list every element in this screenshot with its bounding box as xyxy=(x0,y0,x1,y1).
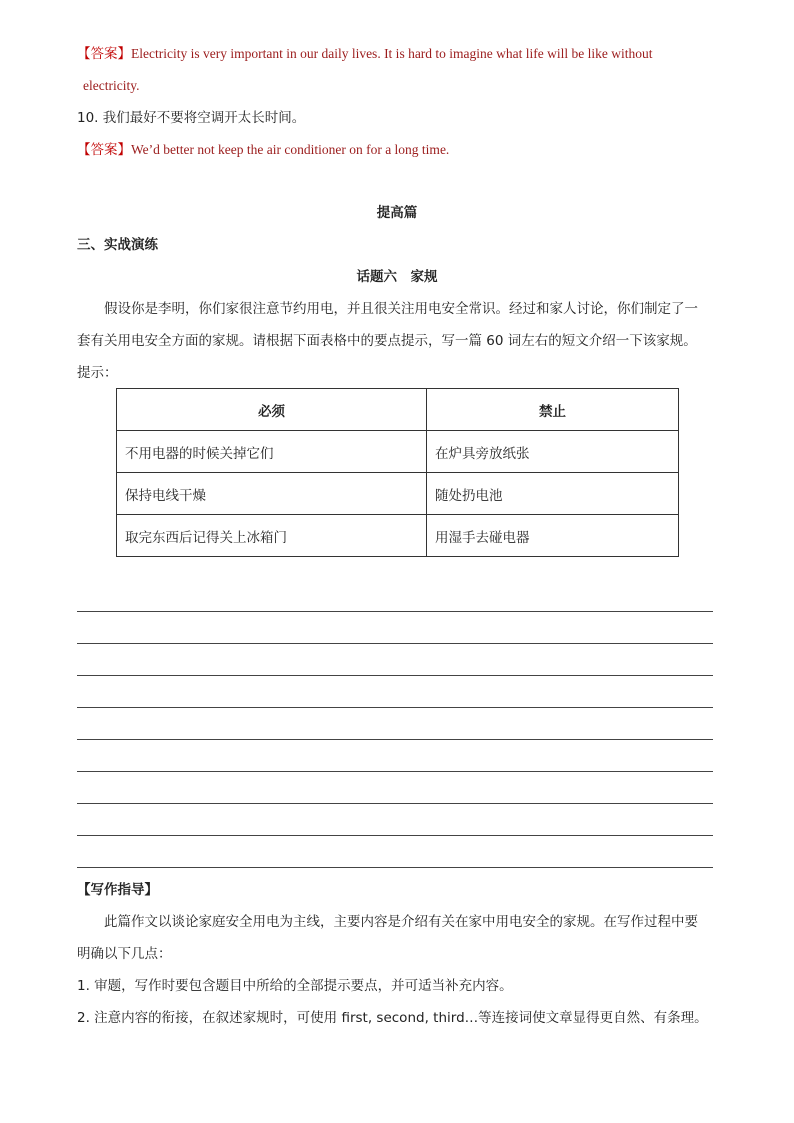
answer-tag: 【答案】 xyxy=(77,142,131,158)
writing-line[interactable] xyxy=(77,739,713,740)
table-row xyxy=(117,515,679,557)
table-cell: 保持电线干燥 xyxy=(117,473,427,515)
table-header-forbidden: 禁止 xyxy=(427,389,679,431)
q10-question: 10. 我们最好不要将空调开太长时间。 xyxy=(77,110,306,126)
table-row xyxy=(117,431,679,473)
table-header-row xyxy=(117,389,679,431)
table-row xyxy=(117,473,679,515)
prompt-line2: 套有关用电安全方面的家规。请根据下面表格中的要点提示，写一篇 60 词左右的短文介绍一下该家规。 xyxy=(77,333,697,349)
writing-line[interactable] xyxy=(77,643,713,644)
writing-line[interactable] xyxy=(77,867,713,868)
writing-line[interactable] xyxy=(77,675,713,676)
writing-line[interactable] xyxy=(77,803,713,804)
guide-point2: 2. 注意内容的衔接，在叙述家规时，可使用 first, second, third…等连接词使文章显得更自然、有条理。 xyxy=(77,1010,708,1026)
hint-label: 提示： xyxy=(77,365,118,381)
q9-answer-line1 xyxy=(77,44,717,64)
topic-title: 话题六 家规 xyxy=(356,269,438,285)
answer-text: Electricity is very important in our daily lives. It is hard to imagine what life will be like without xyxy=(131,46,653,61)
table-cell: 在炉具旁放纸张 xyxy=(427,431,679,473)
table-cell: 用湿手去碰电器 xyxy=(427,515,679,557)
writing-line[interactable] xyxy=(77,771,713,772)
table-cell: 取完东西后记得关上冰箱门 xyxy=(117,515,427,557)
q10-answer xyxy=(77,140,717,160)
hint-table xyxy=(116,388,679,557)
answer-text: We’d better not keep the air conditioner on for a long time. xyxy=(131,142,450,157)
writing-line[interactable] xyxy=(77,835,713,836)
guide-point1: 1. 审题，写作时要包含题目中所给的全部提示要点，并可适当补充内容。 xyxy=(77,978,513,994)
table-header-must: 必须 xyxy=(117,389,427,431)
q9-answer-line2 xyxy=(83,76,723,96)
guide-para-line1: 此篇作文以谈论家庭安全用电为主线，主要内容是介绍有关在家中用电安全的家规。在写作过程中要 xyxy=(104,914,698,930)
prompt-line1: 假设你是李明，你们家很注意节约用电，并且很关注用电安全常识。经过和家人讨论，你们制定了一 xyxy=(104,301,698,317)
writing-line[interactable] xyxy=(77,707,713,708)
answer-tag: 【答案】 xyxy=(77,46,131,62)
writing-line[interactable] xyxy=(77,611,713,612)
part-heading: 三、实战演练 xyxy=(77,237,158,253)
guide-para-line2: 明确以下几点： xyxy=(77,946,172,962)
answer-text-continued: electricity. xyxy=(83,78,140,93)
section-title: 提高篇 xyxy=(376,205,418,221)
guide-heading: 【写作指导】 xyxy=(77,882,158,898)
table-cell: 不用电器的时候关掉它们 xyxy=(117,431,427,473)
table-cell: 随处扔电池 xyxy=(427,473,679,515)
